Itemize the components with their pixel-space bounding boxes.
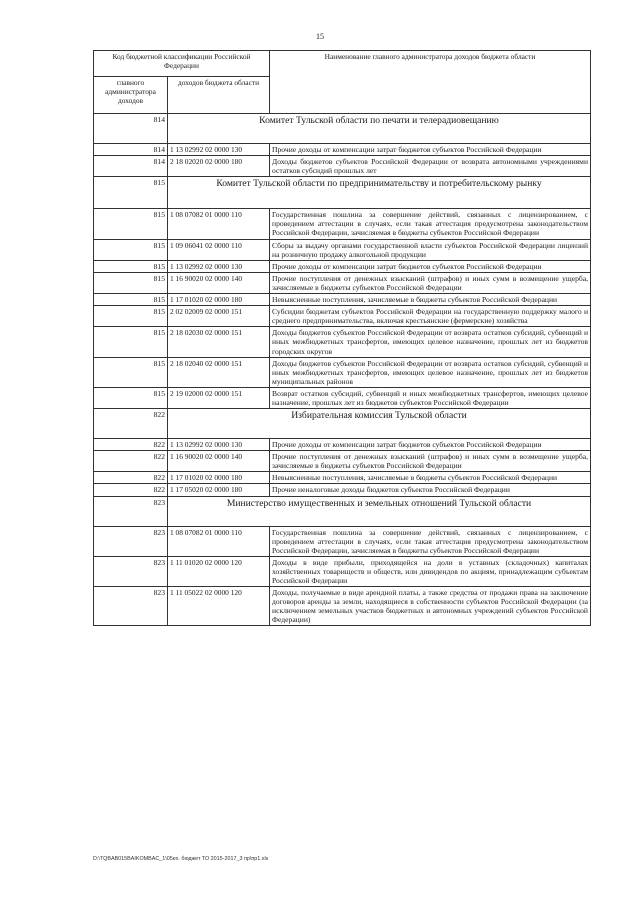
admin-code-cell: 815 xyxy=(94,260,168,272)
admin-code-cell: 814 xyxy=(94,144,168,156)
admin-code-cell: 815 xyxy=(94,327,168,357)
admin-code-cell: 822 xyxy=(94,484,168,496)
header-row-top xyxy=(94,51,591,77)
income-code-cell: 1 17 01020 02 0000 180 xyxy=(168,294,270,306)
header-admin-column: главного администратора доходов xyxy=(94,77,168,114)
income-row xyxy=(94,451,591,472)
income-name-cell: Возврат остатков субсидий, субвенций и иных межбюджетных трансфертов, имеющих целевое назначение, прошлых лет из бюджетов субъектов Российской Федерации xyxy=(270,387,591,408)
admin-code-cell: 815 xyxy=(94,209,168,239)
admin-code-cell: 822 xyxy=(94,409,168,439)
income-name-cell: Прочие неналоговые доходы бюджетов субъектов Российской Федерации xyxy=(270,484,591,496)
income-code-cell: 1 11 01020 02 0000 120 xyxy=(168,556,270,586)
income-code-cell: 2 02 02009 02 0000 151 xyxy=(168,306,270,327)
income-name-cell: Государственная пошлина за совершение действий, связанных с лицензированием, с проведением аттестации в случаях, если такая аттестация предусмотрена законодательством Российской Федерации, зачисляемая в бюджеты субъектов Российской Федерации xyxy=(270,526,591,556)
income-row xyxy=(94,156,591,177)
income-name-cell: Прочие поступления от денежных взысканий (штрафов) и иных сумм в возмещение ущерба, зачисляемые в бюджеты субъектов Российской Федерации xyxy=(270,272,591,293)
income-code-cell: 1 08 07082 01 0000 110 xyxy=(168,526,270,556)
income-name-cell: Прочие доходы от компенсации затрат бюджетов субъектов Российской Федерации xyxy=(270,439,591,451)
admin-code-cell: 822 xyxy=(94,472,168,484)
income-code-cell: 1 09 06041 02 0000 110 xyxy=(168,239,270,260)
income-row xyxy=(94,294,591,306)
administrator-title-row xyxy=(94,177,591,209)
income-row xyxy=(94,272,591,293)
income-name-cell: Государственная пошлина за совершение действий, связанных с лицензированием, с проведением аттестации в случаях, если такая аттестация предусмотрена законодательством Российской Федерации, зачисляемая в бюджеты субъектов Российской Федерации xyxy=(270,209,591,239)
admin-code-cell: 814 xyxy=(94,156,168,177)
income-row xyxy=(94,327,591,357)
admin-code-cell: 822 xyxy=(94,439,168,451)
admin-code-cell: 815 xyxy=(94,387,168,408)
income-row xyxy=(94,306,591,327)
administrator-title-row xyxy=(94,114,591,144)
income-name-cell: Доходы в виде прибыли, приходящейся на доли в уставных (складочных) капиталах хозяйственных товариществ и обществ, или дивидендов по акциям, принадлежащим субъектам Российской Федерации xyxy=(270,556,591,586)
income-row xyxy=(94,472,591,484)
income-name-cell: Субсидии бюджетам субъектов Российской Федерации на государственную поддержку малого и среднего предпринимательства, включая крестьянские (фермерские) хозяйства xyxy=(270,306,591,327)
admin-code-cell: 823 xyxy=(94,496,168,526)
income-code-cell: 2 19 02000 02 0000 151 xyxy=(168,387,270,408)
income-code-cell: 1 17 01020 02 0000 180 xyxy=(168,472,270,484)
income-row xyxy=(94,439,591,451)
income-code-cell: 1 11 05022 02 0000 120 xyxy=(168,587,270,626)
income-row xyxy=(94,387,591,408)
budget-classification-table xyxy=(93,50,591,626)
income-row xyxy=(94,587,591,626)
income-code-cell: 1 13 02992 02 0000 130 xyxy=(168,439,270,451)
admin-code-cell: 815 xyxy=(94,294,168,306)
administrator-title: Комитет Тульской области по предпринимательству и потребительскому рынку xyxy=(168,177,591,209)
administrator-title-row xyxy=(94,409,591,439)
income-code-cell: 2 18 02020 02 0000 180 xyxy=(168,156,270,177)
income-row xyxy=(94,144,591,156)
income-code-cell: 2 18 02030 02 0000 151 xyxy=(168,327,270,357)
page-number: 15 xyxy=(316,32,324,41)
income-row xyxy=(94,239,591,260)
income-row xyxy=(94,526,591,556)
income-code-cell: 1 13 02992 02 0000 130 xyxy=(168,260,270,272)
administrator-title: Министерство имущественных и земельных отношений Тульской области xyxy=(168,496,591,526)
income-name-cell: Невыясненные поступления, зачисляемые в бюджеты субъектов Российской Федерации xyxy=(270,472,591,484)
income-name-cell: Сборы за выдачу органами государственной власти субъектов Российской Федерации лицензий на розничную продажу алкогольной продукции xyxy=(270,239,591,260)
income-name-cell: Доходы бюджетов субъектов Российской Федерации от возврата остатков субсидий, субвенций и иных межбюджетных трансфертов, имеющих целевое назначение, прошлых лет из бюджетов городских округов xyxy=(270,327,591,357)
income-name-cell: Доходы бюджетов субъектов Российской Федерации от возврата автономными учреждениями остатков субсидий прошлых лет xyxy=(270,156,591,177)
admin-code-cell: 823 xyxy=(94,587,168,626)
administrator-title-row xyxy=(94,496,591,526)
admin-code-cell: 823 xyxy=(94,526,168,556)
header-code-group: Код бюджетной классификации Российской Федерации xyxy=(94,51,270,77)
income-name-cell: Прочие доходы от компенсации затрат бюджетов субъектов Российской Федерации xyxy=(270,260,591,272)
income-name-cell: Прочие доходы от компенсации затрат бюджетов субъектов Российской Федерации xyxy=(270,144,591,156)
income-code-cell: 1 16 90020 02 0000 140 xyxy=(168,272,270,293)
income-code-cell: 1 17 05020 02 0000 180 xyxy=(168,484,270,496)
income-row xyxy=(94,484,591,496)
header-name-column: Наименование главного администратора доходов бюджета области xyxy=(270,51,591,114)
administrator-title: Комитет Тульской области по печати и телерадиовещанию xyxy=(168,114,591,144)
income-row xyxy=(94,260,591,272)
income-code-cell: 1 08 07082 01 0000 110 xyxy=(168,209,270,239)
admin-code-cell: 815 xyxy=(94,272,168,293)
income-name-cell: Доходы бюджетов субъектов Российской Федерации от возврата остатков субсидий, субвенций и иных межбюджетных трансфертов, имеющих целевое назначение, прошлых лет из бюджетов муниципальных районов xyxy=(270,357,591,387)
admin-code-cell: 815 xyxy=(94,177,168,209)
income-name-cell: Прочие поступления от денежных взысканий (штрафов) и иных сумм в возмещение ущерба, зачисляемые в бюджеты субъектов Российской Федерации xyxy=(270,451,591,472)
admin-code-cell: 823 xyxy=(94,556,168,586)
file-path-footer: D:\TQBAB015BAIKOMBAC_1\05ex. бюджет ТО 2015-2017_3 пр\пр1.xls xyxy=(93,856,269,862)
income-code-cell: 1 13 02992 02 0000 130 xyxy=(168,144,270,156)
income-code-cell: 2 18 02040 02 0000 151 xyxy=(168,357,270,387)
admin-code-cell: 815 xyxy=(94,306,168,327)
header-income-column: доходов бюджета области xyxy=(168,77,270,114)
income-row xyxy=(94,209,591,239)
administrator-title: Избирательная комиссия Тульской области xyxy=(168,409,591,439)
admin-code-cell: 815 xyxy=(94,239,168,260)
income-name-cell: Невыясненные поступления, зачисляемые в бюджеты субъектов Российской Федерации xyxy=(270,294,591,306)
admin-code-cell: 815 xyxy=(94,357,168,387)
income-name-cell: Доходы, получаемые в виде арендной платы, а также средства от продажи права на заключение договоров аренды за земли, находящиеся в собственности субъектов Российской Федерации (за исключением земельных участков бюджетных и автономных учреждений субъектов Российской Федерации) xyxy=(270,587,591,626)
income-row xyxy=(94,357,591,387)
admin-code-cell: 822 xyxy=(94,451,168,472)
admin-code-cell: 814 xyxy=(94,114,168,144)
income-row xyxy=(94,556,591,586)
income-code-cell: 1 16 90020 02 0000 140 xyxy=(168,451,270,472)
